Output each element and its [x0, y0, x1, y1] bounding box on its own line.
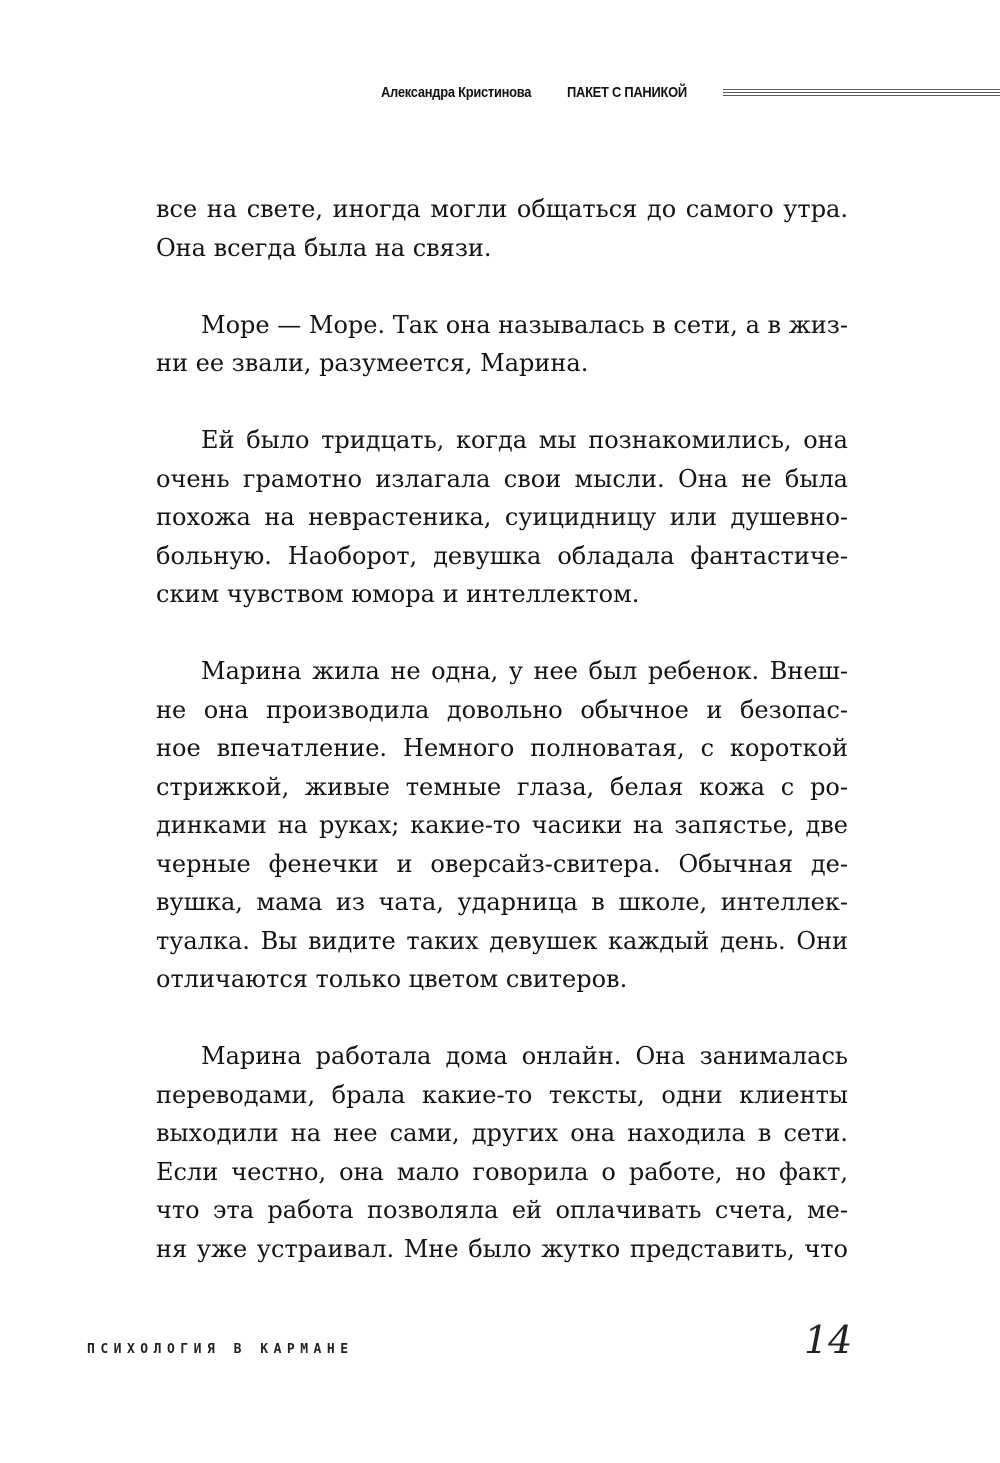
text-line: стрижкой, живые темные глаза, белая кожа с ро- [156, 772, 848, 801]
page-number: 14 [804, 1318, 853, 1362]
text-line: ни ее звали, разумеется, Марина. [156, 349, 589, 377]
running-header [381, 84, 1000, 101]
paragraph-1 [156, 190, 848, 267]
text-line: черные фенечки и оверсайз-свитера. Обычная де- [156, 849, 848, 878]
body-text [156, 190, 848, 1268]
text-line: переводами, брала какие-то тексты, одни клиенты [156, 1080, 848, 1109]
text-line: вушка, мама из чата, ударница в школе, интеллек- [156, 888, 848, 916]
text-line: Море — Море. Так она называлась в сети, а в жиз- [201, 310, 848, 339]
text-line: больную. Наоборот, девушка обладала фантастиче- [156, 541, 848, 570]
paragraph-5 [156, 1037, 848, 1268]
text-line: ским чувством юмора и интеллектом. [156, 580, 640, 608]
paragraph-3 [156, 421, 848, 614]
text-line: отличаются только цветом свитеров. [156, 965, 628, 993]
text-line: Она всегда была на связи. [156, 233, 492, 262]
footer-series-title: ПСИХОЛОГИЯ В КАРМАНЕ [87, 1342, 354, 1357]
text-line: все на свете, иногда могли общаться до самого утра. [156, 195, 848, 223]
text-line: Марина работала дома онлайн. Она занималась [201, 1042, 848, 1070]
header-author: Александра Кристинова [381, 84, 532, 101]
text-line: не она производила довольно обычное и безопас- [156, 695, 848, 724]
text-line: выходили на нее сами, других она находила в сети. [156, 1119, 848, 1147]
text-line: Если честно, она мало говорила о работе, но факт, [156, 1157, 848, 1186]
text-line: Марина жила не одна, у нее был ребенок. Внеш- [201, 657, 848, 685]
header-decorative-rules [723, 89, 1000, 98]
text-line: ня уже устраивал. Мне было жутко представить, что [156, 1234, 848, 1263]
text-line: туалка. Вы видите таких девушек каждый день. Они [156, 926, 848, 955]
text-line: ное впечатление. Немного полноватая, с короткой [156, 734, 848, 762]
text-line: динками на руках; какие-то часики на запястье, две [156, 811, 848, 839]
text-line: Ей было тридцать, когда мы познакомились, она [201, 426, 848, 454]
text-line: очень грамотно излагала свои мысли. Она не была [156, 464, 848, 493]
text-line: похожа на неврастеника, суицидницу или душевно- [156, 503, 848, 531]
paragraph-2 [156, 306, 848, 383]
header-book-title: ПАКЕТ С ПАНИКОЙ [567, 84, 687, 101]
paragraph-4 [156, 652, 848, 999]
text-line: что эта работа позволяла ей оплачивать счета, ме- [156, 1196, 848, 1224]
